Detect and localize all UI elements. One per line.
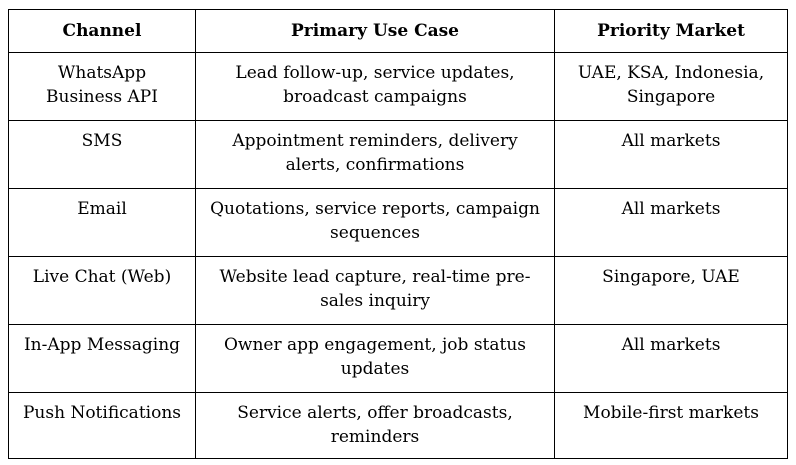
channel-table <box>8 9 788 459</box>
cell-use-case: Lead follow-up, service updates, broadcast campaigns <box>196 53 555 121</box>
cell-market: All markets <box>555 189 788 257</box>
cell-channel: Live Chat (Web) <box>9 257 196 325</box>
table-row <box>9 189 788 257</box>
cell-channel: In-App Messaging <box>9 325 196 393</box>
table-row <box>9 393 788 459</box>
cell-use-case: Service alerts, offer broadcasts, reminders <box>196 393 555 459</box>
cell-market: Singapore, UAE <box>555 257 788 325</box>
cell-channel: Email <box>9 189 196 257</box>
cell-market: All markets <box>555 121 788 189</box>
cell-channel: Push Notifications <box>9 393 196 459</box>
table-row <box>9 325 788 393</box>
table-header-row <box>9 10 788 53</box>
table-row <box>9 53 788 121</box>
table-row <box>9 257 788 325</box>
table-row <box>9 121 788 189</box>
cell-use-case: Quotations, service reports, campaign sequences <box>196 189 555 257</box>
cell-use-case: Website lead capture, real-time pre-sales inquiry <box>196 257 555 325</box>
channel-table-container <box>8 9 788 459</box>
cell-market: UAE, KSA, Indonesia, Singapore <box>555 53 788 121</box>
cell-channel: SMS <box>9 121 196 189</box>
cell-channel: WhatsApp Business API <box>9 53 196 121</box>
cell-market: Mobile-first markets <box>555 393 788 459</box>
header-channel: Channel <box>9 10 196 53</box>
cell-market: All markets <box>555 325 788 393</box>
cell-use-case: Appointment reminders, delivery alerts, confirmations <box>196 121 555 189</box>
cell-use-case: Owner app engagement, job status updates <box>196 325 555 393</box>
header-priority-market: Priority Market <box>555 10 788 53</box>
header-primary-use-case: Primary Use Case <box>196 10 555 53</box>
